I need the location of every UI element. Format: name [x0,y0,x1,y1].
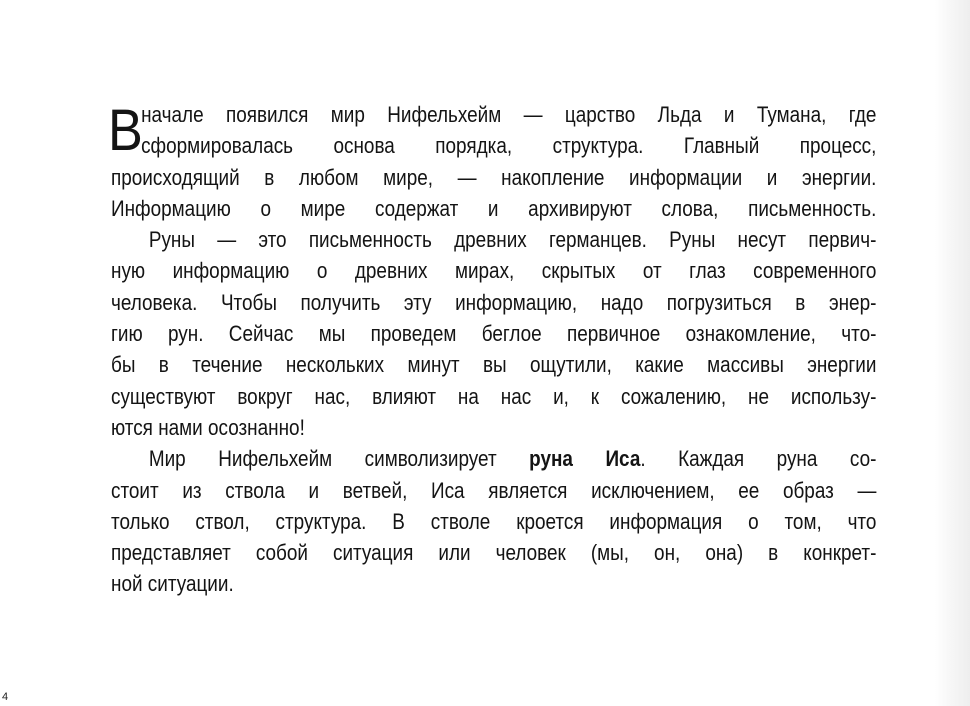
text-line: только ствол, структура. В стволе кроется информация о том, что [111,508,877,534]
text-line-with-bold [111,443,876,474]
text-line: ную информацию о древних мирах, скрытых от глаз современного [111,258,877,284]
text-line: Руны — это письменность древних германцев. Руны несут первич- [148,227,877,253]
page-number: 4 [2,691,9,703]
text-line: начале появился мир Нифельхейм — царство Льда и Тумана, где [141,102,877,127]
text-line: ной ситуации. [111,571,234,597]
text-line: Информацию о мире содержат и архивируют слова, письменность. [111,195,877,221]
drop-cap: В [108,98,143,163]
text-line: происходящий в любом мире, — накопление информации и энергии. [111,164,877,190]
text-line: бы в течение нескольких минут вы ощутили, какие массивы энергии [111,352,877,378]
bold-term: руна Иса [529,446,641,472]
text-line: стоит из ствола и ветвей, Иса является исключением, ее образ — [111,477,877,503]
text-line: существуют вокруг нас, влияют на нас и, к сожалению, не использу- [111,383,877,409]
text-run: . Каждая руна со- [640,446,877,472]
text-line: ются нами осознанно! [111,414,305,440]
text-line: гию рун. Сейчас мы проведем беглое первичное ознакомление, что- [111,321,877,347]
text-line: сформировалась основа порядка, структура. Главный процесс, [141,133,877,159]
body-text [108,98,877,600]
text-line: представляет собой ситуация или человек (мы, он, она) в конкрет- [111,540,877,566]
text-line: человека. Чтобы получить эту информацию, надо погрузиться в энер- [111,289,877,315]
text-run: Мир Нифельхейм символизирует [148,446,497,472]
